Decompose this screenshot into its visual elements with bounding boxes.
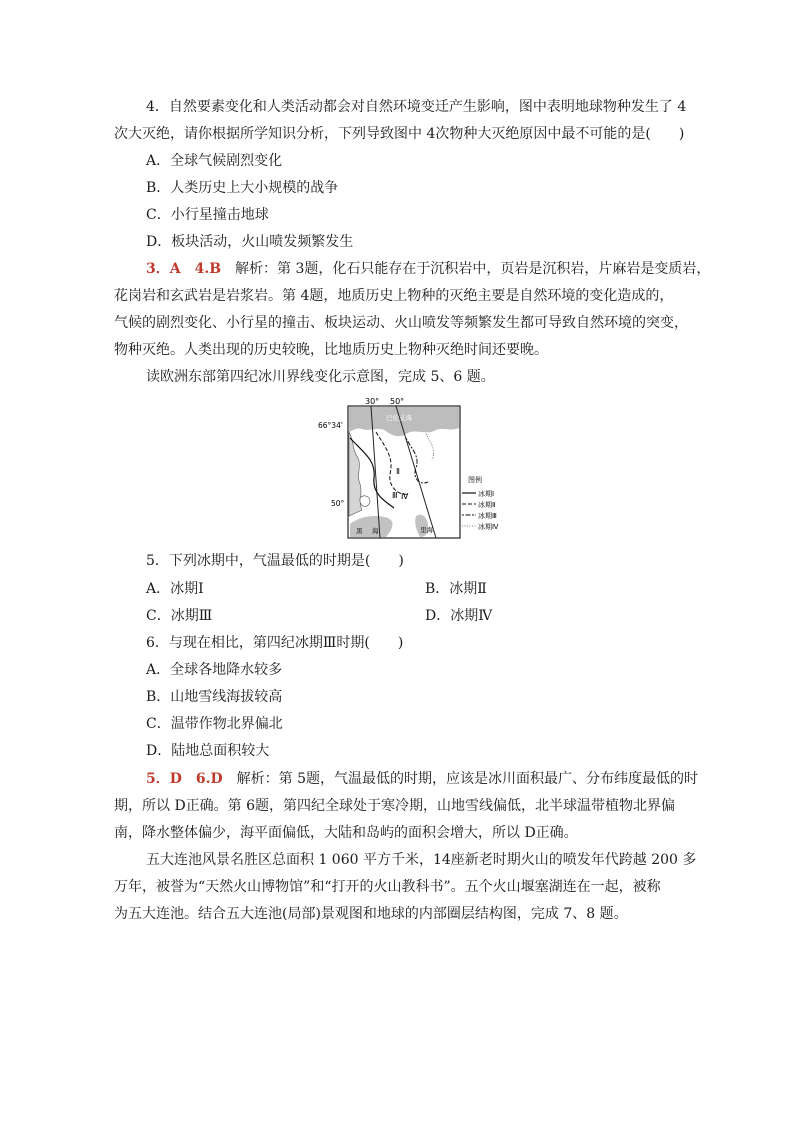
q6-option-d: D．陆地总面积较大 <box>146 743 270 759</box>
lat-50-label: 50° <box>331 499 345 508</box>
answer-3-4-line1 <box>146 260 710 278</box>
q5-row1 <box>146 580 204 598</box>
roman-iii-label: Ⅲ <box>392 491 398 500</box>
black-sea-label-2: 海 <box>372 527 379 535</box>
answer-5-6-line1 <box>146 770 698 788</box>
legend-label-iv: 冰期Ⅳ <box>478 523 499 531</box>
legend-label-iii: 冰期Ⅲ <box>478 512 497 520</box>
q4-stem-line1: 4．自然要素变化和人类活动都会对自然环境变迁产生影响，图中表明地球物种发生了 4 <box>146 99 687 115</box>
roman-ii-label: Ⅱ <box>396 467 400 476</box>
q4-option-d: D．板块活动，火山喷发频繁发生 <box>146 234 354 250</box>
q4-option-b: B．人类历史上大小规模的战争 <box>146 180 339 196</box>
legend-label-i: 冰期Ⅰ <box>478 490 495 498</box>
barents-sea-label: 巴伦支海 <box>386 414 412 422</box>
legend-title: 图例 <box>468 476 482 484</box>
q6-option-a: A．全球各地降水较多 <box>146 662 283 678</box>
roman-iv-label: Ⅳ <box>401 492 409 501</box>
answer-5-6-line2: 期，所以 D正确。第 6题，第四纪全球处于寒冷期，山地雪线偏低，北半球温带植物北界偏 <box>114 798 676 814</box>
answer-5-6-line3: 南，降水整体偏少，海平面偏低，大陆和岛屿的面积会增大，所以 D正确。 <box>114 825 578 841</box>
answer-3-4-text1: 解析：第 3题，化石只能存在于沉积岩中，页岩是沉积岩，片麻岩是变质岩， <box>221 261 711 277</box>
q6-option-b: B．山地雪线海拔较高 <box>146 689 283 705</box>
q6-option-c: C．温带作物北界偏北 <box>146 716 283 732</box>
q5-option-d: D．冰期Ⅳ <box>425 608 493 624</box>
answer-3-4-line4: 物种灭绝。人类出现的历史较晚，比地质历史上物种灭绝时间还要晚。 <box>114 342 548 358</box>
intro-7-8-line2: 万年，被誉为“天然火山博物馆”和“打开的火山教科书”。五个火山堰塞湖连在一起，被称 <box>114 879 661 895</box>
black-sea-label-1: 黑 <box>356 527 363 535</box>
lon-30-label: 30° <box>365 398 380 406</box>
intro-5-6: 读欧洲东部第四纪冰川界线变化示意图，完成 5、6 题。 <box>146 369 495 385</box>
intro-7-8-line3: 为五大连池。结合五大连池(局部)景观图和地球的内部圈层结构图，完成 7、8 题。 <box>114 906 628 922</box>
q4-option-a: A．全球气候剧烈变化 <box>146 153 283 169</box>
legend-label-ii: 冰期Ⅱ <box>478 501 496 509</box>
q5-stem: 5．下列冰期中，气温最低的时期是( ) <box>146 553 404 569</box>
lat-66-label: 66°34' <box>318 421 343 430</box>
q6-stem: 6．与现在相比，第四纪冰期Ⅲ时期( ) <box>146 635 404 651</box>
lon-50-label: 50° <box>390 398 405 406</box>
caspian-label: 里海 <box>420 526 433 534</box>
q5-option-a: A．冰期Ⅰ <box>146 581 204 597</box>
answer-3-4-line2: 花岗岩和玄武岩是岩浆岩。第 4题，地质历史上物种的灭绝主要是自然环境的变化造成的， <box>114 288 674 304</box>
q5-option-b: B．冰期Ⅱ <box>425 581 487 597</box>
answer-3-4-line3: 气候的剧烈变化、小行星的撞击、板块运动、火山喷发等频繁发生都可导致自然环境的突变， <box>114 315 688 331</box>
q4-stem-line2: 次大灭绝，请你根据所学知识分析，下列导致图中 4次物种大灭绝原因中最不可能的是( ) <box>114 126 685 142</box>
intro-7-8-line1: 五大连池风景名胜区总面积 1 060 平方千米，14座新老时期火山的喷发年代跨越 200 多 <box>146 852 697 868</box>
answer-5-6-text1: 解析：第 5题，气温最低的时期，应该是冰川面积最广、分布纬度最低的时 <box>222 771 698 787</box>
lake-shape <box>360 496 370 507</box>
answer-key-5-6: 5．D 6.D <box>146 771 223 787</box>
answer-key-3-4: 3．A 4.B <box>146 261 222 277</box>
glacier-boundary-map <box>316 398 516 544</box>
q5-option-c: C．冰期Ⅲ <box>146 608 213 624</box>
q4-option-c: C．小行星撞击地球 <box>146 207 269 223</box>
